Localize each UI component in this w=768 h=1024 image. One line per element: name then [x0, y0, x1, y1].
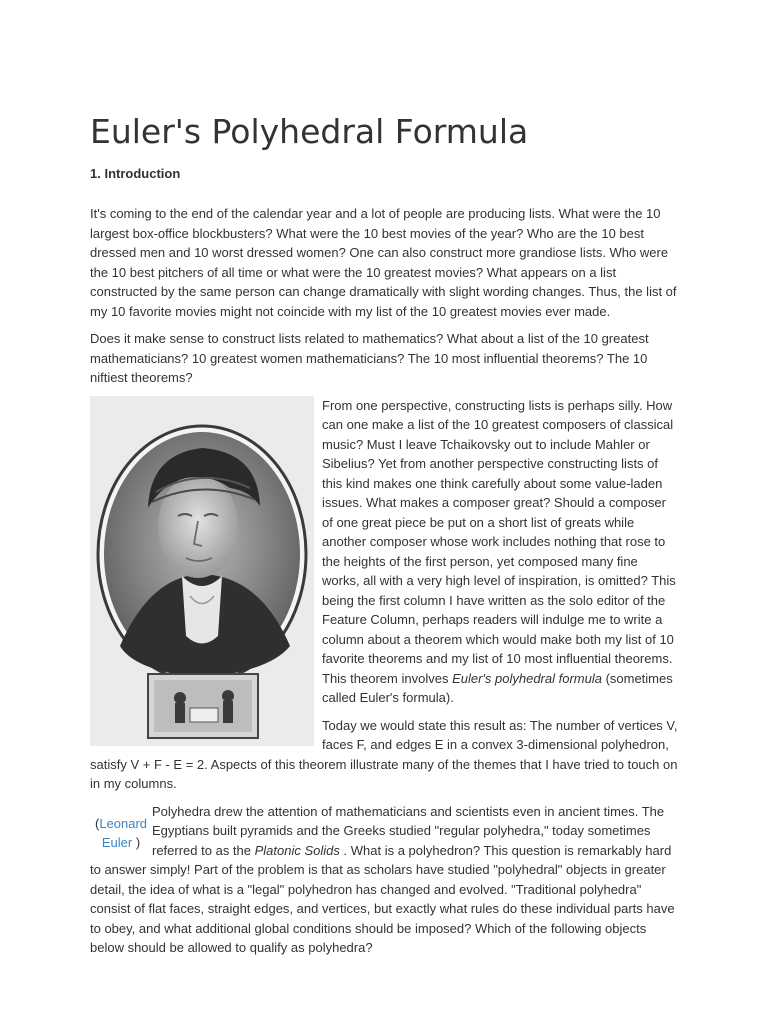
leonard-euler-link[interactable]: Leonard Euler	[99, 815, 148, 850]
portrait-illustration	[90, 396, 314, 746]
portrait-caption	[90, 814, 152, 853]
paragraph-5	[90, 802, 678, 958]
page-title: Euler's Polyhedral Formula	[90, 112, 529, 151]
caption-open: (	[94, 815, 100, 831]
paragraph-5-text: Polyhedra drew the attention of mathematicians and scientists even in ancient times. The Egyptians built pyramids and the Greeks studied "regular polyhedra," today sometimes referred to as the	[152, 803, 665, 858]
paragraph-3-text-end: (sometimes called Euler's formula).	[322, 670, 673, 705]
paragraph-3-text: From one perspective, constructing lists is perhaps silly. How can one make a list of the 10 greatest composers of classical music? Must I leave Tchaikovsky out to include Mahler or Sibelius? Yet from another perspective constructing lists of this kind makes one think carefully about some value-laden issues. What makes a composer great? Should a composer of one great piece be put on a short list of greats while another composer whose work includes nothing that rose to the heights of the first person, yet composed many fine works, all with a very high level of inspiration, is omitted? This being the first column I have written as the solo editor of the Feature Column, perhaps readers will indulge me to write a column about a theorem which would make both my list of 10 favorite theorems and my list of 10 most influential theorems. This theorem involves	[322, 397, 676, 686]
paragraph-4: Today we would state this result as: The number of vertices V, faces F, and edges E in a convex 3-dimensional polyhedron, satisfy V + F - E = 2. Aspects of this theorem illustrate many of the themes that I have tried to touch on in my columns.	[90, 717, 678, 791]
article-body	[90, 204, 678, 966]
section-heading: 1. Introduction	[90, 166, 181, 181]
spacer	[90, 802, 152, 810]
paragraph-1: It's coming to the end of the calendar year and a lot of people are producing lists. What were the 10 largest box-office blockbusters? What were the 10 best movies of the year? Who are the 10 best dressed men and 10 worst dressed women? One can also construct more grandiose lists. Who were the 10 best pitchers of all time or what were the 10 greatest movies? What appears on a list constructed by the same person can change dramatically with slight wording changes. Thus, the list of my 10 favorite movies might not coincide with my list of the 10 greatest movies ever made.	[90, 206, 677, 319]
euler-portrait-image	[90, 396, 314, 746]
paragraph-2: Does it make sense to construct lists related to mathematics? What about a list of the 10 greatest mathematicians? 10 greatest women mathematicians? The 10 most influential theorems? The 10 niftiest theorems?	[90, 331, 649, 385]
caption-close: )	[132, 835, 141, 850]
paragraph-5-emphasis: Platonic Solids	[254, 842, 340, 858]
paragraph-3-emphasis: Euler's polyhedral formula	[452, 670, 602, 686]
paragraph-5-text-end: . What is a polyhedron? This question is remarkably hard to answer simply! Part of the problem is that as scholars have studied "polyhedral" objects in greater detail, the idea of what is a "legal" polyhedron has changed and evolved. "Traditional polyhedra" consist of flat faces, straight edges, and vertices, but exactly what rules do these individual parts have to obey, and what additional global conditions should be imposed? Which of the following objects below should be allowed to qualify as polyhedra?	[90, 842, 675, 955]
